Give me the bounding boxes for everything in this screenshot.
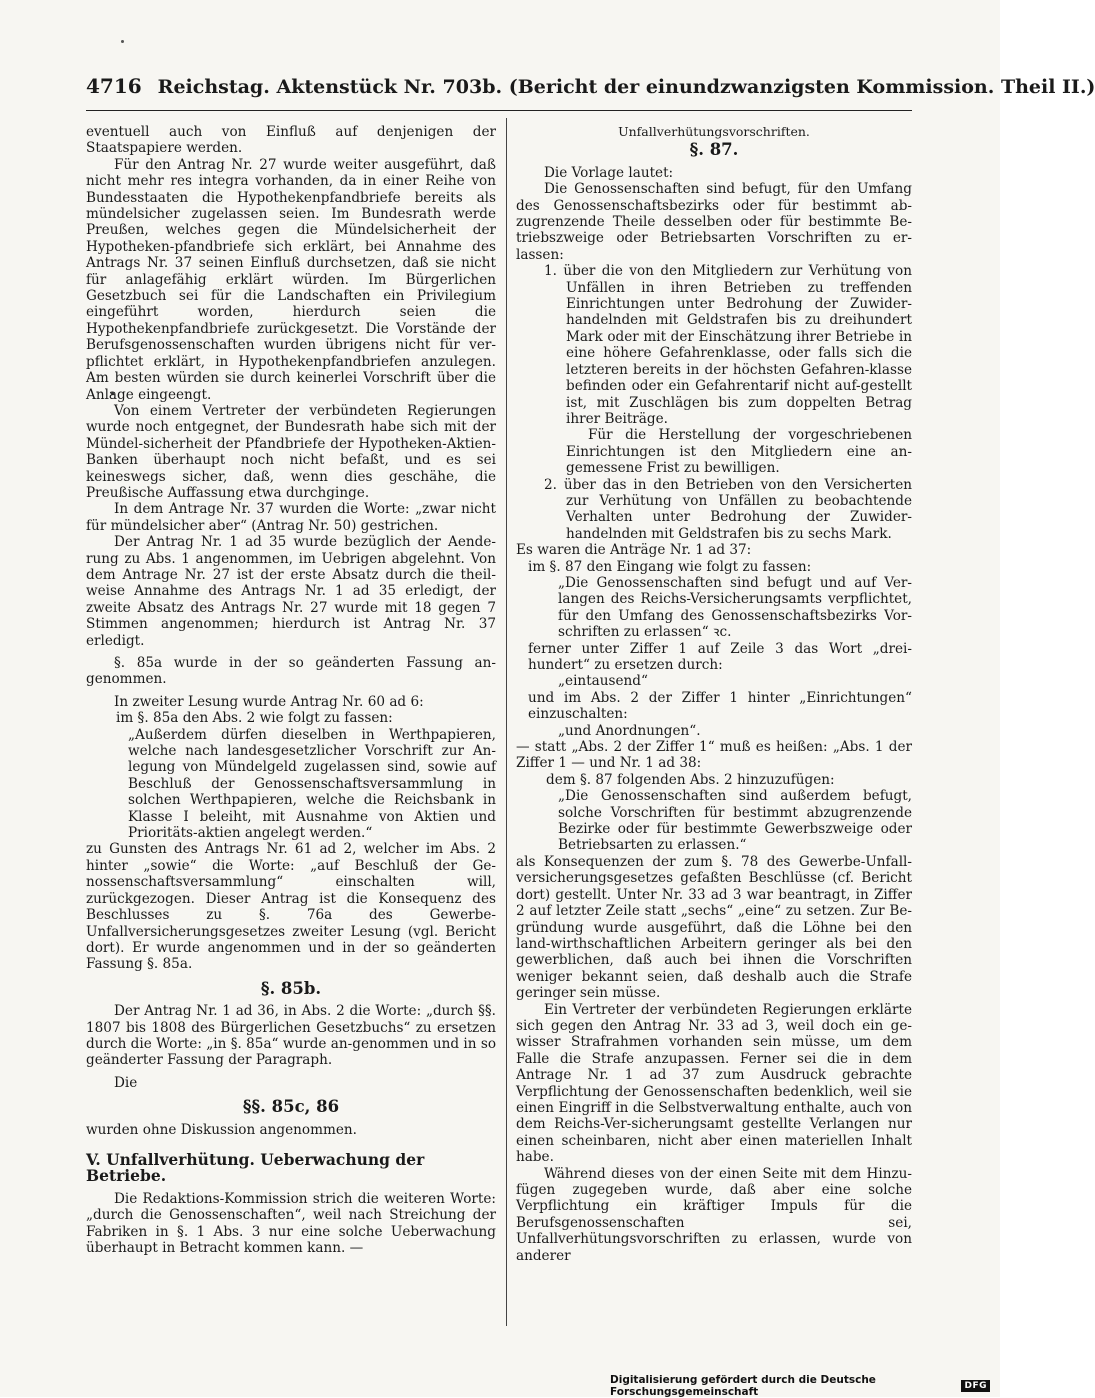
paragraph: Die Vorlage lautet: [544, 164, 674, 181]
paragraph: In dem Antrage Nr. 37 wurden die Worte: „zwar nicht für mündelsicher aber“ (Antrag Nr. 50) gestrichen. [86, 501, 496, 534]
section-heading: §. 87. [689, 140, 739, 160]
paragraph: zu Gunsten des Antrags Nr. 61 ad 2, welcher im Abs. 2 hinter „sowie“ die Worte: „auf Beschluß der Ge-nossenschaftsversammlung“ einschalten will, zurückgezogen. Dieser Antrag ist die Konsequenz des Beschlusses zu §. 76a des Gewerbe-Unfallversicherungsgesetzes zweiter Lesung (vgl. Bericht dort). Er wurde angenommen und in der so geänderten Fassung §. 85a. [86, 841, 496, 973]
paragraph: Die Genossenschaften sind befugt, für den Umfang des Genossenschaftsbezirks oder für bestimmt ab-zugrenzende Theile desselben oder für bestimmte Be-triebszweige oder Betriebsarten Vorschriften zu er-lassen: [516, 181, 912, 263]
list-item-continuation: Für die Herstellung der vorgeschriebenen Einrichtungen ist den Mitgliedern eine an-gemessene Frist zu bewilligen. [566, 427, 912, 477]
section-heading: §. 85b. [260, 978, 322, 998]
column-divider [506, 118, 507, 1326]
paragraph: als Konsequenzen der zum §. 78 des Gewerbe-Unfall-versicherungsgesetzes gefaßten Beschlüsse (cf. Bericht dort) gestellt. Unter Nr. 33 ad 3 war beantragt, in Ziffer 2 auf letzter Zeile statt „sechs“ „eine“ zu setzen. Zur Be-gründung wurde ausgeführt, daß die Löhne bei den land-wirthschaftlichen Arbeitern geringer als bei den gewerblichen, daß auch bei ihnen die Vorschriften weniger bekannt seien, daß deshalb auch die Strafe geringer sein müsse. [516, 853, 912, 1002]
dfg-logo: DFG [961, 1380, 990, 1392]
paragraph: §. 85a wurde in der so geänderten Fassung an-genommen. [86, 655, 496, 688]
quotation: „Außerdem dürfen dieselben in Werthpapieren, welche nach landesgesetzlicher Vorschrift zur An-legung von Mündelgeld zugelassen sind, sowie auf Beschluß der Genossenschaftsversammlung in solchen Werthpapieren, welche die Reichsbank in Klasse I beleiht, mit Ausnahme von Aktien und Prioritäts-aktien angelegt werden.“ [128, 726, 496, 842]
paragraph: In zweiter Lesung wurde Antrag Nr. 60 ad 6: [114, 693, 424, 710]
paragraph: ferner unter Ziffer 1 auf Zeile 3 das Wort „drei-hundert“ zu ersetzen durch: [528, 640, 912, 673]
paragraph: Für den Antrag Nr. 27 wurde weiter ausgeführt, daß nicht mehr res integra vorhanden, da in einer Reihe von Bundesstaaten die Hypothekenpfandbriefe bereits als mündelsicher zugelassen seien. Im Bundesrath werde Preußen, welches gegen die Mündelsicherheit der Hypotheken-pfandbriefe sich erklärt, bei Annahme des Antrags Nr. 37 seinen Einfluß durchsetzen, daß sie nicht für anlagefähig erklärt würden. Im Bürgerlichen Gesetzbuch sei für die Landschaften ein Privilegium eingeführt worden, hierdurch seien die Hypothekenpfandbriefe zurückgesetzt. Die Vorstände der Berufsgenossenschaften wurden übrigens nicht für ver-pflichtet erklärt, in Hypothekenpfandbriefen anzulegen. Am besten würden sie durch keinerlei Vorschrift über die Anlage eingeengt. [86, 156, 496, 403]
right-column [516, 124, 912, 1264]
list-item: 2. über das in den Betrieben von den Versicherten zur Verhütung von Unfällen zu beobachtende Verhalten unter Bedrohung der Zuwider-handelnden mit Geldstrafen bis zu sechs Mark. [544, 476, 912, 542]
quotation: „und Anordnungen“. [558, 722, 701, 739]
paragraph: Der Antrag Nr. 1 ad 36, in Abs. 2 die Worte: „durch §§. 1807 bis 1808 des Bürgerlichen Gesetzbuchs“ zu ersetzen durch die Worte: „in §. 85a“ wurde an-genommen und in so geänderter Fassung der Paragraph. [86, 1003, 496, 1069]
header-rule [86, 110, 912, 111]
subheading: Unfallverhütungsvorschriften. [618, 124, 810, 139]
paragraph: dem §. 87 folgenden Abs. 2 hinzuzufügen: [546, 771, 835, 788]
paragraph: wurden ohne Diskussion angenommen. [86, 1121, 357, 1138]
paragraph: eventuell auch von Einfluß auf denjenigen der Staatspapiere werden. [86, 124, 496, 157]
page-header [86, 74, 1095, 104]
chapter-heading: V. Unfallverhütung. Ueberwachung der Betriebe. [86, 1149, 425, 1186]
section-heading: §§. 85c, 86 [242, 1097, 340, 1117]
paragraph: im §. 87 den Eingang wie folgt zu fassen: [528, 558, 812, 575]
paragraph: und im Abs. 2 der Ziffer 1 hinter „Einrichtungen“ einzuschalten: [528, 689, 912, 723]
header-title: Reichstag. Aktenstück Nr. 703b. (Bericht der einundzwanzigsten Kommission. Theil II.) [157, 76, 1095, 98]
ink-speck [121, 40, 124, 43]
quotation: „Die Genossenschaften sind außerdem befugt, solche Vorschriften für bestimmt abzugrenzende Bezirke oder für bestimmte Gewerbszweige oder Betriebsarten zu erlassen.“ [558, 788, 912, 854]
quotation: „Die Genossenschaften sind befugt und auf Ver-langen des Reichs-Versicherungsamts verpflichtet, für den Umfang des Genossenschaftsbezirks Vor-schriften zu erlassen“ ꝛc. [558, 574, 912, 641]
paragraph: im §. 85a den Abs. 2 wie folgt zu fassen: [116, 710, 393, 727]
paragraph: Die Redaktions-Kommission strich die weiteren Worte: „durch die Genossenschaften“, weil nach Streichung der Fabriken in §. 1 Abs. 3 nur eine solche Ueberwachung überhaupt in Betracht kommen kann. — [86, 1190, 496, 1256]
paragraph: Ein Vertreter der verbündeten Regierungen erklärte sich gegen den Antrag Nr. 33 ad 3, weil doch ein ge-wisser Strafrahmen vorhanden sein müsse, um dem Falle die Strafe anzupassen. Ferner sei die in dem Antrage Nr. 1 ad 37 zum Ausdruck gebrachte Verpflichtung der Genossenschaften bedenklich, weil sie einen Eingriff in die Selbstverwaltung enthalte, auch von dem Reichs-Ver-sicherungsamt gestellte Verlangen nur einen scheinbaren, nicht aber einen materiellen Inhalt habe. [516, 1001, 912, 1166]
paragraph: Während dieses von der einen Seite mit dem Hinzu-fügen zugegeben wurde, daß aber eine solche Verpflichtung ein kräftiger Impuls für die Berufsgenossenschaften sei, Unfallverhütungsvorschriften zu erlassen, wurde von anderer [516, 1165, 912, 1264]
quotation: „eintausend“ [558, 673, 648, 690]
digitization-credit [610, 1374, 990, 1398]
paragraph: Es waren die Anträge Nr. 1 ad 37: [516, 542, 752, 559]
credit-text: Digitalisierung gefördert durch die Deutsche Forschungsgemeinschaft [610, 1374, 876, 1398]
list-item: 1. über die von den Mitgliedern zur Verhütung von Unfällen in ihren Betrieben zu treffenden Einrichtungen unter Bedrohung der Zuwider-handelnden mit Geldstrafen bis zu dreihundert Mark oder mit der Einschätzung ihrer Betriebe in eine höhere Gefahrenklasse, oder falls sich die letzteren bereits in der höchsten Gefahren-klasse befinden oder ein Gefahrentarif nicht auf-gestellt ist, mit Zuschlägen bis zum doppelten Betrag ihrer Beiträge. [544, 263, 912, 427]
left-column [86, 124, 496, 1256]
paragraph: Die [114, 1074, 138, 1091]
page-number: 4716 [86, 74, 142, 98]
paragraph: — statt „Abs. 2 der Ziffer 1“ muß es heißen: „Abs. 1 der Ziffer 1 — und Nr. 1 ad 38: [516, 739, 912, 772]
paragraph: Von einem Vertreter der verbündeten Regierungen wurde noch entgegnet, der Bundesrath habe sich mit der Mündel-sicherheit der Pfandbriefe der Hypotheken-Aktien-Banken überhaupt noch nicht befaßt, und es sei keineswegs sicher, daß, wenn dies geschähe, die Preußische Auffassung etwa durchginge. [86, 402, 496, 501]
paragraph: Der Antrag Nr. 1 ad 35 wurde bezüglich der Aende-rung zu Abs. 1 angenommen, im Uebrigen abgelehnt. Von dem Antrage Nr. 27 ist der erste Absatz durch die theil-weise Annahme des Antrags Nr. 1 ad 35 erledigt, der zweite Absatz des Antrags Nr. 27 wurde mit 18 gegen 7 Stimmen angenommen; hierdurch ist Antrag Nr. 37 erledigt. [86, 534, 496, 649]
